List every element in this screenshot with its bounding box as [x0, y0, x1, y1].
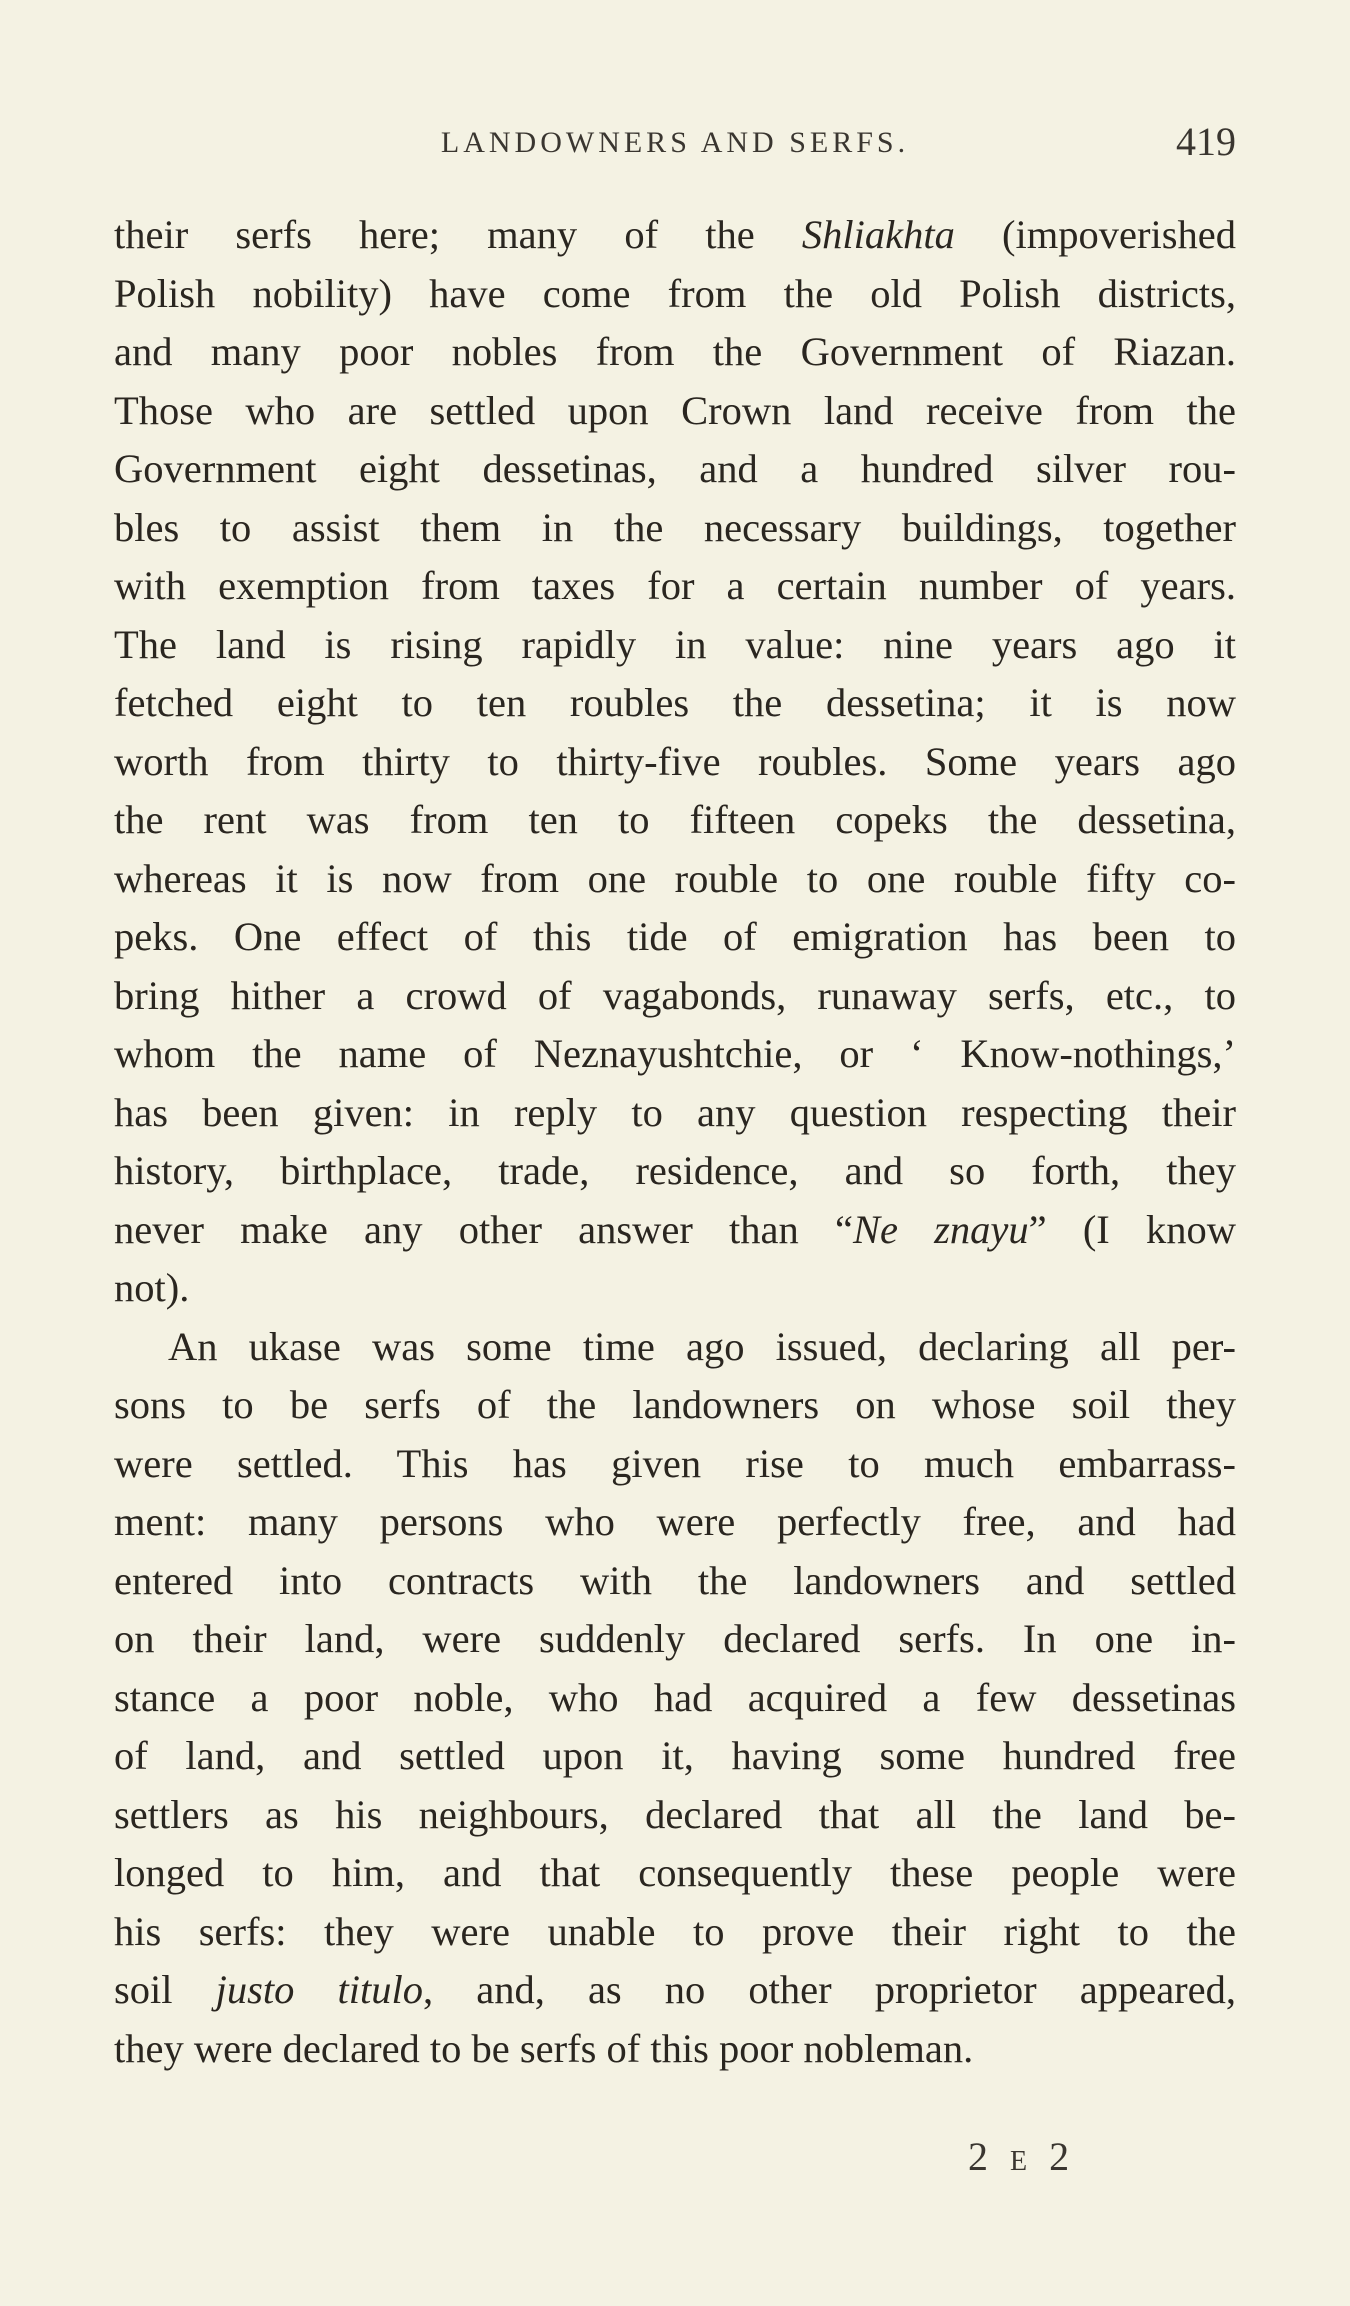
- running-title: LANDOWNERS AND SERFS.: [440, 126, 910, 159]
- signature-mid: E: [1010, 2146, 1034, 2177]
- text-line: they were declared to be serfs of this poor nobleman.: [114, 2025, 974, 2071]
- text-line: settlers as his neighbours, declared that all the land be-: [114, 1791, 1236, 1837]
- text-line: history, birthplace, trade, residence, and so forth, they: [114, 1148, 1236, 1193]
- text-line: has been given: in reply to any question respecting their: [114, 1089, 1236, 1135]
- text-line: with exemption from taxes for a certain number of years.: [114, 563, 1236, 608]
- text-line: An ukase was some time ago issued, declaring all per-: [168, 1323, 1236, 1369]
- text-line: peks. One effect of this tide of emigration has been to: [114, 914, 1236, 959]
- text-line: their serfs here; many of the Shliakhta (impoverished: [114, 212, 1236, 257]
- text-line: Government eight dessetinas, and a hundred silver rou-: [114, 446, 1236, 491]
- text-line: Polish nobility) have come from the old Polish districts,: [114, 270, 1236, 316]
- text-line: entered into contracts with the landowners and settled: [114, 1557, 1236, 1603]
- text-line: his serfs: they were unable to prove their right to the: [114, 1908, 1236, 1954]
- body-text: [114, 206, 1236, 2078]
- text-line: whom the name of Neznayushtchie, or ‘ Know-nothings,’: [114, 1031, 1236, 1076]
- text-line: bles to assist them in the necessary buildings, together: [114, 504, 1236, 550]
- text-line: Those who are settled upon Crown land receive from the: [114, 387, 1236, 433]
- text-line: bring hither a crowd of vagabonds, runaway serfs, etc., to: [114, 972, 1236, 1018]
- text-line: whereas it is now from one rouble to one rouble fifty co-: [114, 855, 1236, 901]
- text-line: ment: many persons who were perfectly free, and had: [114, 1499, 1236, 1544]
- text-line: were settled. This has given rise to much embarrass-: [114, 1440, 1236, 1486]
- text-line: longed to him, and that consequently these people were: [114, 1850, 1236, 1895]
- text-line: worth from thirty to thirty-five roubles. Some years ago: [114, 738, 1236, 784]
- text-line: stance a poor noble, who had acquired a few dessetinas: [114, 1674, 1236, 1720]
- text-line: The land is rising rapidly in value: nine years ago it: [114, 621, 1236, 667]
- text-line: the rent was from ten to fifteen copeks the dessetina,: [114, 797, 1236, 842]
- signature-mark: [968, 2133, 1075, 2180]
- page-number: 419: [1176, 119, 1236, 164]
- running-head: [114, 118, 1236, 168]
- text-line: not).: [114, 1265, 190, 1310]
- text-line: fetched eight to ten roubles the dessetina; it is now: [114, 680, 1236, 725]
- signature-left: 2: [968, 2134, 994, 2179]
- signature-right: 2: [1049, 2134, 1076, 2179]
- text-line: on their land, were suddenly declared serfs. In one in-: [114, 1616, 1236, 1661]
- text-line: soil justo titulo, and, as no other proprietor appeared,: [114, 1967, 1236, 2012]
- text-line: of land, and settled upon it, having some hundred free: [114, 1733, 1236, 1778]
- text-line: never make any other answer than “Ne znayu” (I know: [114, 1206, 1236, 1252]
- text-line: and many poor nobles from the Government of Riazan.: [114, 329, 1236, 374]
- text-line: sons to be serfs of the landowners on whose soil they: [114, 1382, 1236, 1427]
